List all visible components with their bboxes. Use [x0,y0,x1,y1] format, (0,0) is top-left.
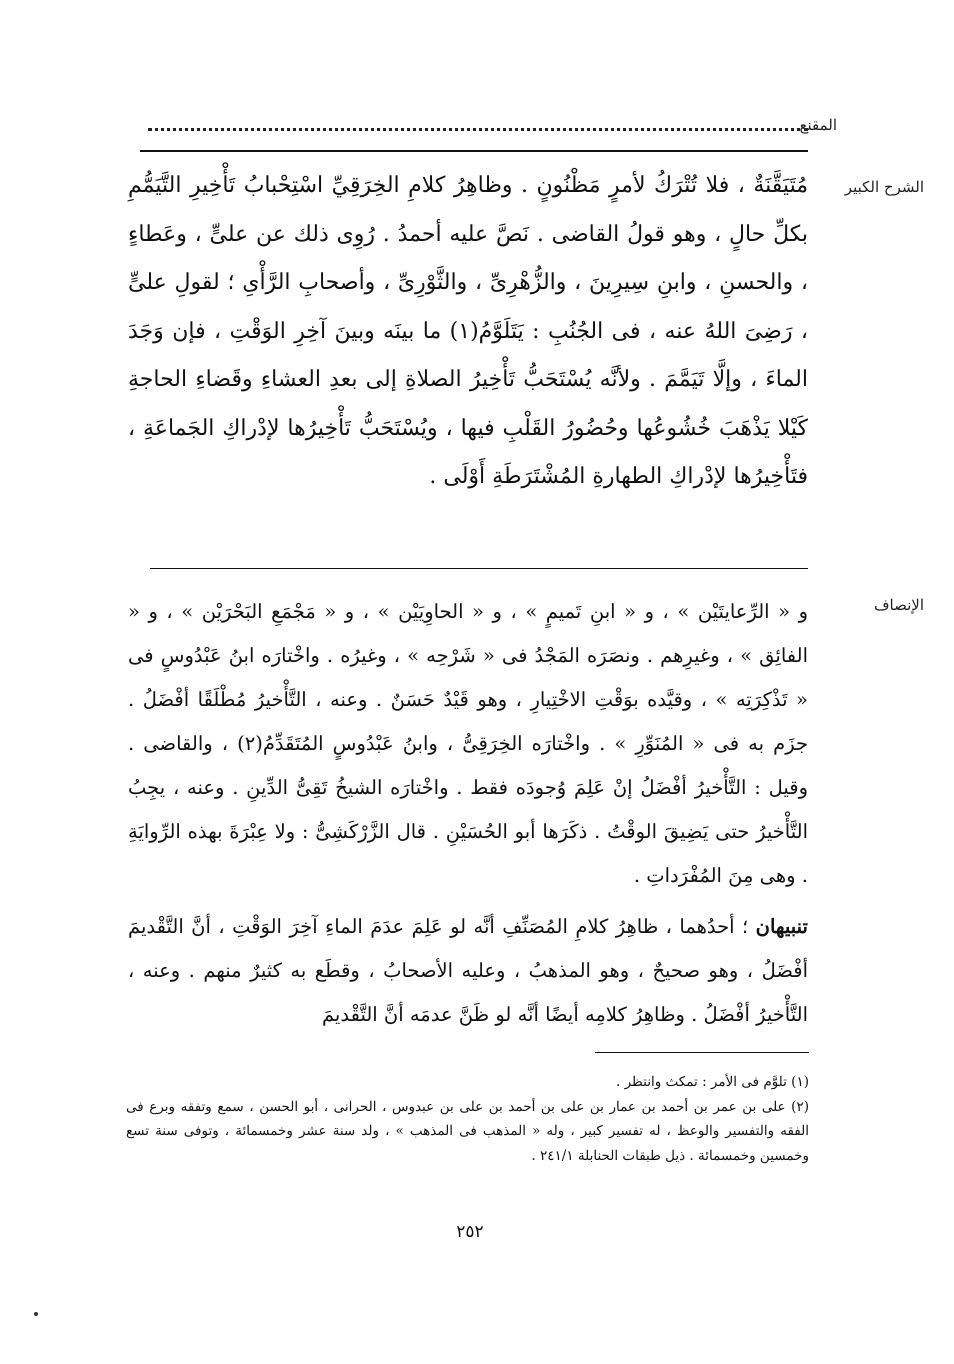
insaf-paragraph: و « الرِّعايتَيْن » ، و « ابنِ تَميمٍ » ، و « الحاوِيَيْن » ، و « مَجْمَعِ البَحْرَيْن » ، و « الفائِق » ، وغيرِهم . ونصَرَه المَجْدُ فى « شَرْحِه » ، وغيرُه . واخْتارَه ابنُ عَبْدُوسٍ فى « تَذْكِرَتِه » ، وقيَّده بوَقْتِ الاخْتِيارِ ، وهو قَيْدٌ حَسَنٌ . وعنه ، التَّأْخيرُ مُطْلَقًا أفْضَلُ . جزَم به فى « المُنَوِّرِ » . واخْتارَه الخِرَقِىُّ ، وابنُ عَبْدُوسٍ المُتَقَدِّمُ(٢) ، والقاضى . وقيل : التَّأْخيرُ أفْضَلُ إنْ عَلِمَ وُجودَه فقط . واخْتارَه الشيخُ تَقِىُّ الدِّينِ . وعنه ، يجِبُ التَّأْخيرُ حتى يَضِيقَ الوقْتُ . ذكَرَها أبو الحُسَيْنِ . قال الزَّرْكَشِىُّ : ولا عِبْرَةَ بهذه الرِّوايَةِ . وهى مِنَ المُفْرَداتِ . [128,600,809,887]
sharh-section-label: الشرح الكبير [844,178,924,196]
notice-paragraph [128,905,808,1037]
header-rule [140,150,808,152]
running-header-title: المقنع [799,116,837,134]
sharh-paragraph: مُتَيَقَّنَةٌ ، فلا تُتْرَكُ لأمرٍ مَظْنُونٍ . وظاهِرُ كلامِ الخِرَقِيِّ اسْتِحْبابُ تَأْخِيرِ التَّيَمُّمِ بكلِّ حالٍ ، وهو قولُ القاضى . نَصَّ عليه أحمدُ . رُوِى ذلك عن علىٍّ ، وعَطاءٍ ، والحسنِ ، وابنِ سِيرِينَ ، والزُّهْرِىِّ ، والثَّوْرِىِّ ، وأصحابِ الرَّأْىِ ؛ لقولِ علىٍّ ، رَضِىَ اللهُ عنه ، فى الجُنُبِ : يَتَلَوَّمُ(١) ما بينَه وبينَ آخِرِ الوَقْتِ ، فإن وَجَدَ الماءَ ، وإلَّا تَيَمَّمَ . ولأنَّه يُسْتَحَبُّ تَأْخِيرُ الصلاةِ إلى بعدِ العشاءِ وقَضاءِ الحاجةِ كَيْلا يَذْهَبَ خُشُوعُها وحُضُورُ القَلْبِ فيها ، ويُسْتَحَبُّ تَأْخِيرُها لإدْراكِ الجَماعَةِ ، فتَأْخِيرُها لإدْراكِ الطهارةِ المُشْتَرَطَةِ أَوْلَى . [128,173,808,489]
footnotes [126,1070,809,1168]
sharh-text-block [128,162,808,502]
notice-heading: تنبيهان [755,915,808,938]
notice-body: ؛ أحدُهما ، ظاهِرُ كلامِ المُصَنِّفِ أنَّه لو عَلِمَ عدَمَ الماءِ آخِرَ الوَقْتِ ، أنَّ التَّقْديمَ أفْضَلُ ، وهو صحيحٌ ، وهو المذهبُ ، وعليه الأصحابُ ، وقطَع به كثيرٌ منهم . وعنه ، التَّأْخيرُ أفْضَلُ . وظاهِرُ كلامِه أيضًا أنَّه لو ظَنَّ عدمَه أنَّ التَّقْديمَ [128,915,808,1026]
footnote-rule [595,1052,809,1053]
header-dotted-rule [148,118,808,131]
footnote-1: (١) تلوَّم فى الأمر : تمكث وانتظر . [616,1074,809,1090]
notice-text-block [128,905,808,1037]
insaf-text-block [128,590,808,898]
scan-speck [34,1312,38,1316]
section-divider [150,568,808,569]
footnote-2: (٢) على بن عمر بن أحمد بن عمار بن على بن أحمد بن على بن عبدوس ، الحرانى ، أبو الحسن ، سمع وتفقه وبرع فى الفقه والتفسير والوعظ ، له تفسير كبير ، وله « المذهب فى المذهب » ، ولد سنة عشر وخمسمائة ، وتوفى سنة تسع وخمسين وخمسمائة . ذيل طبقات الحنابلة ٢٤١/١ . [126,1098,809,1164]
insaf-section-label: الإنصاف [873,596,924,614]
page-number: ٢٥٢ [456,1222,484,1242]
